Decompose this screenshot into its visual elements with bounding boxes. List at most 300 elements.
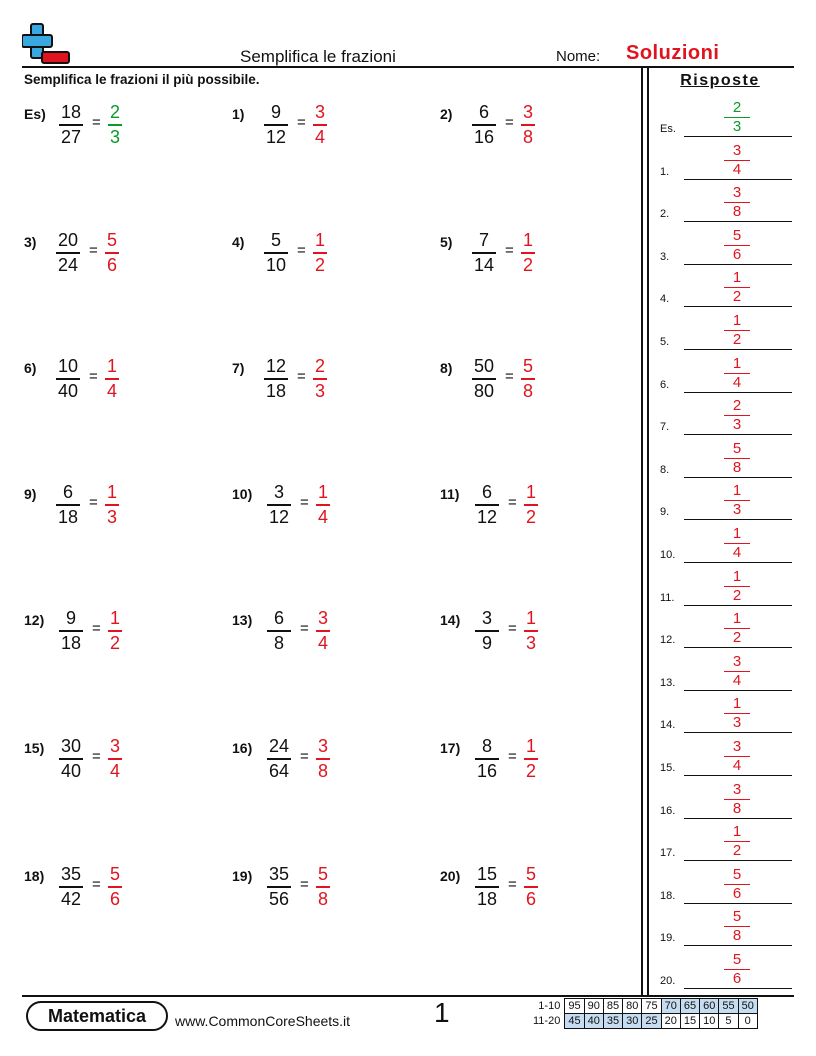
answer-number: 6. [660,378,670,391]
answer-number: 5. [660,336,670,348]
fraction-bar [105,378,119,380]
problem-label: 1) [232,106,245,122]
score-table [530,998,758,1029]
problem-fraction [56,356,80,402]
answer-key-fraction [724,185,750,220]
denominator: 16 [473,126,495,147]
numerator: 2 [732,99,742,116]
numerator: 3 [314,102,325,122]
fraction-bar [267,504,291,506]
numerator: 1 [106,356,117,376]
numerator: 1 [314,230,325,250]
numerator: 3 [317,608,328,628]
score-cell: 65 [680,999,699,1014]
answer-key-fraction [724,228,750,263]
numerator: 5 [732,226,742,244]
answer-key-fraction [724,356,750,391]
numerator: 1 [732,525,742,542]
denominator: 24 [57,254,79,275]
denominator: 40 [57,380,79,401]
problem-fraction [267,482,291,528]
numerator: 2 [732,397,742,415]
fraction-bar [108,758,122,760]
column-divider [641,66,643,995]
answer-number: 20. [660,975,676,987]
denominator: 8 [732,927,742,945]
equals-sign: = [92,748,101,765]
denominator: 3 [732,501,742,519]
equals-sign: = [508,748,517,765]
equals-sign: = [300,876,309,893]
denominator: 80 [473,380,495,401]
denominator: 42 [60,888,82,909]
column-divider [647,66,649,995]
numerator: 5 [106,230,117,250]
answer-row [660,478,792,520]
answer-number: 12. [660,634,676,647]
problem-item [232,862,432,922]
score-cell: 15 [680,1014,699,1029]
fraction-bar [313,252,327,254]
footer-divider [22,995,794,997]
page-title: Semplifica le frazioni [240,47,396,66]
denominator: 4 [314,126,325,147]
fraction-bar [56,504,80,506]
fraction-bar [316,886,330,888]
fraction-bar [105,252,119,254]
fraction-bar [108,886,122,888]
denominator: 3 [525,632,536,653]
numerator: 1 [732,567,742,585]
score-cell: 45 [565,1014,584,1029]
answer-fraction [316,482,330,528]
denominator: 18 [265,380,287,401]
equals-sign: = [297,368,306,385]
answer-number: 4. [660,293,670,306]
numerator: 2 [314,356,325,376]
answer-row [660,691,792,733]
answer-fraction [313,356,327,402]
fraction-bar [264,124,288,126]
denominator: 27 [60,126,82,147]
fraction-bar [475,504,499,506]
problem-label: 15) [24,740,45,756]
denominator: 3 [106,506,117,527]
score-cell: 35 [603,1014,622,1029]
problem-fraction [59,736,83,782]
problem-label: 3) [24,234,37,250]
numerator: 1 [732,269,742,287]
numerator: 5 [522,356,533,376]
score-row-label: 1-10 [538,1000,561,1012]
answer-fraction [108,864,122,910]
problem-item [24,354,224,414]
numerator: 3 [109,736,120,756]
equals-sign: = [92,114,101,131]
denominator: 8 [522,126,533,147]
numerator: 5 [732,908,742,926]
problem-fraction [267,864,291,910]
numerator: 5 [732,439,742,457]
score-cell: 25 [642,1014,661,1029]
answer-row [660,180,792,222]
numerator: 1 [525,736,536,756]
problem-label: 14) [440,612,461,628]
problem-fraction [264,230,288,276]
denominator: 2 [732,331,742,348]
numerator: 6 [62,482,73,502]
answer-number: 18. [660,889,676,902]
answer-row [660,777,792,819]
equals-sign: = [297,114,306,131]
score-cell: 85 [603,999,622,1014]
problem-label: 19) [232,868,253,884]
numerator: 5 [732,951,742,968]
fraction-bar [524,504,538,506]
denominator: 64 [268,760,290,781]
equals-sign: = [508,620,517,637]
numerator: 15 [476,864,498,884]
problem-item [440,228,640,288]
numerator: 3 [273,482,284,502]
denominator: 16 [476,760,498,781]
answer-number: 8. [660,463,670,476]
answer-row [660,862,792,904]
fraction-bar [521,124,535,126]
numerator: 3 [317,736,328,756]
problem-label: 7) [232,360,245,376]
answer-key-fraction [724,313,750,348]
answer-row [660,734,792,776]
answer-number: 1. [660,165,670,178]
answer-number: 17. [660,847,676,860]
fraction-bar [521,252,535,254]
score-cell: 20 [661,1014,680,1029]
fraction-bar [316,504,330,506]
answer-key-fraction [724,398,750,433]
answer-fraction [524,736,538,782]
numerator: 1 [732,610,742,628]
denominator: 8 [732,458,742,476]
problem-fraction [59,864,83,910]
fraction-bar [108,124,122,126]
answer-row [660,308,792,350]
numerator: 3 [732,141,742,159]
equals-sign: = [300,620,309,637]
denominator: 12 [476,506,498,527]
denominator: 4 [732,671,742,689]
answer-number: 16. [660,804,676,817]
numerator: 5 [109,864,120,884]
fraction-bar [105,504,119,506]
problem-fraction [472,230,496,276]
numerator: 3 [732,652,742,670]
problem-label: 16) [232,740,253,756]
denominator: 2 [109,632,120,653]
answer-fraction [524,864,538,910]
denominator: 12 [268,506,290,527]
denominator: 6 [109,888,120,909]
logo-icon [22,22,70,66]
equals-sign: = [89,494,98,511]
fraction-bar [56,378,80,380]
numerator: 5 [525,864,536,884]
answer-key-fraction [724,611,750,646]
answer-row [660,521,792,563]
answer-fraction [521,356,535,402]
numerator: 9 [270,102,281,122]
equals-sign: = [92,620,101,637]
numerator: 20 [57,230,79,250]
numerator: 24 [268,736,290,756]
answer-number: 10. [660,549,676,561]
problem-label: 20) [440,868,461,884]
problem-fraction [475,608,499,654]
denominator: 8 [522,380,533,401]
problem-fraction [475,864,499,910]
denominator: 6 [525,888,536,909]
denominator: 4 [109,760,120,781]
answer-row [660,649,792,691]
problem-item [232,606,432,666]
problem-label: 11) [440,486,460,502]
answer-row [660,904,792,946]
denominator: 56 [268,888,290,909]
denominator: 12 [265,126,287,147]
denominator: 8 [317,760,328,781]
denominator: 6 [732,884,742,902]
answer-fraction [316,736,330,782]
problem-item [440,606,640,666]
problem-label: 17) [440,740,461,756]
denominator: 4 [732,160,742,178]
answer-row [660,819,792,861]
denominator: 3 [109,126,120,147]
fraction-bar [108,630,122,632]
numerator: 1 [732,695,742,713]
fraction-bar [472,252,496,254]
problem-item [24,100,224,160]
answer-number: 3. [660,250,670,263]
score-cell: 40 [584,1014,603,1029]
numerator: 35 [60,864,82,884]
answer-number: 11. [660,591,675,604]
answer-fraction [313,230,327,276]
problem-fraction [264,356,288,402]
problem-item [440,354,640,414]
fraction-bar [472,378,496,380]
numerator: 5 [270,230,281,250]
problem-item [232,480,432,540]
fraction-bar [264,252,288,254]
fraction-bar [267,758,291,760]
numerator: 30 [60,736,82,756]
denominator: 8 [732,799,742,817]
problem-label: 4) [232,234,245,250]
problem-item [440,862,640,922]
denominator: 8 [273,632,284,653]
score-cell: 55 [719,999,738,1014]
denominator: 18 [476,888,498,909]
problem-label: 12) [24,612,45,628]
fraction-bar [521,378,535,380]
score-cell: 90 [584,999,603,1014]
brand-badge: Matematica [26,1001,168,1031]
answer-row [660,393,792,435]
problem-label: 10) [232,486,253,502]
fraction-bar [59,630,83,632]
answer-row [660,351,792,393]
problem-item [440,100,640,160]
answer-fraction [108,608,122,654]
denominator: 2 [525,760,536,781]
denominator: 2 [525,506,536,527]
problem-item [24,734,224,794]
score-cell: 60 [700,999,719,1014]
denominator: 3 [732,416,742,434]
fraction-bar [56,252,80,254]
equals-sign: = [92,876,101,893]
numerator: 3 [481,608,492,628]
instructions: Semplifica le frazioni il più possibile. [24,72,260,87]
answer-number: 9. [660,506,670,519]
problem-item [232,354,432,414]
denominator: 2 [732,586,742,604]
equals-sign: = [505,242,514,259]
answer-row [660,564,792,606]
header-divider [22,66,794,68]
denominator: 2 [732,842,742,860]
answer-key-fraction [724,654,750,689]
score-cell: 0 [738,1014,757,1029]
score-row [530,1014,757,1029]
fraction-bar [316,758,330,760]
denominator: 6 [106,254,117,275]
answer-fraction [313,102,327,148]
problem-fraction [59,608,83,654]
fraction-bar [313,378,327,380]
answer-row [660,436,792,478]
problem-label: 8) [440,360,453,376]
answer-key-fraction [724,782,750,817]
answer-key-fraction [724,441,750,476]
denominator: 2 [314,254,325,275]
denominator: 18 [57,506,79,527]
answer-fraction [108,102,122,148]
problem-label: 2) [440,106,453,122]
problem-label: 9) [24,486,37,502]
denominator: 4 [732,373,742,391]
problem-fraction [472,356,496,402]
numerator: 35 [268,864,290,884]
equals-sign: = [300,748,309,765]
answer-fraction [521,102,535,148]
problem-fraction [56,482,80,528]
answer-row [660,138,792,180]
problem-fraction [59,102,83,148]
numerator: 1 [525,608,536,628]
numerator: 6 [273,608,284,628]
score-cell: 50 [738,999,757,1014]
score-cell: 10 [700,1014,719,1029]
answer-key-fraction [724,270,750,305]
fraction-bar [475,886,499,888]
problem-item [440,734,640,794]
answer-key-fraction [724,143,750,178]
answer-row [660,947,792,989]
numerator: 5 [317,864,328,884]
answer-key-fraction [724,867,750,902]
answer-row [660,95,792,137]
fraction-bar [313,124,327,126]
denominator: 2 [522,254,533,275]
denominator: 14 [473,254,495,275]
problem-item [24,228,224,288]
answer-number: 14. [660,719,676,732]
denominator: 4 [317,632,328,653]
numerator: 6 [478,102,489,122]
fraction-bar [524,758,538,760]
problem-fraction [475,736,499,782]
equals-sign: = [505,368,514,385]
denominator: 6 [732,245,742,263]
denominator: 4 [317,506,328,527]
answer-fraction [105,230,119,276]
numerator: 3 [732,780,742,798]
answer-row [660,265,792,307]
answer-key-fraction [724,569,750,604]
problem-item [232,228,432,288]
problem-item [24,862,224,922]
denominator: 2 [732,629,742,647]
name-label: Nome: [556,48,601,65]
equals-sign: = [508,494,517,511]
answer-fraction [316,864,330,910]
answer-key-fraction [724,696,750,731]
denominator: 4 [732,544,742,561]
denominator: 10 [265,254,287,275]
answer-number: 19. [660,932,676,945]
fraction-bar [475,630,499,632]
numerator: 1 [109,608,120,628]
denominator: 4 [106,380,117,401]
numerator: 10 [57,356,79,376]
answer-fraction [105,356,119,402]
numerator: 6 [481,482,492,502]
problem-label: 18) [24,868,45,884]
denominator: 3 [732,118,742,135]
problem-fraction [267,608,291,654]
equals-sign: = [300,494,309,511]
answer-number: Es. [660,123,676,135]
answer-fraction [524,482,538,528]
numerator: 1 [525,482,536,502]
fraction-bar [267,630,291,632]
answer-fraction [524,608,538,654]
name-value: Soluzioni [626,42,720,64]
problem-fraction [267,736,291,782]
score-cell: 75 [642,999,661,1014]
problem-fraction [56,230,80,276]
answer-row [660,606,792,648]
numerator: 5 [732,865,742,883]
problem-label: 5) [440,234,453,250]
numerator: 3 [732,184,742,202]
numerator: 1 [317,482,328,502]
answer-number: 2. [660,208,670,221]
fraction-bar [472,124,496,126]
numerator: 1 [732,354,742,372]
